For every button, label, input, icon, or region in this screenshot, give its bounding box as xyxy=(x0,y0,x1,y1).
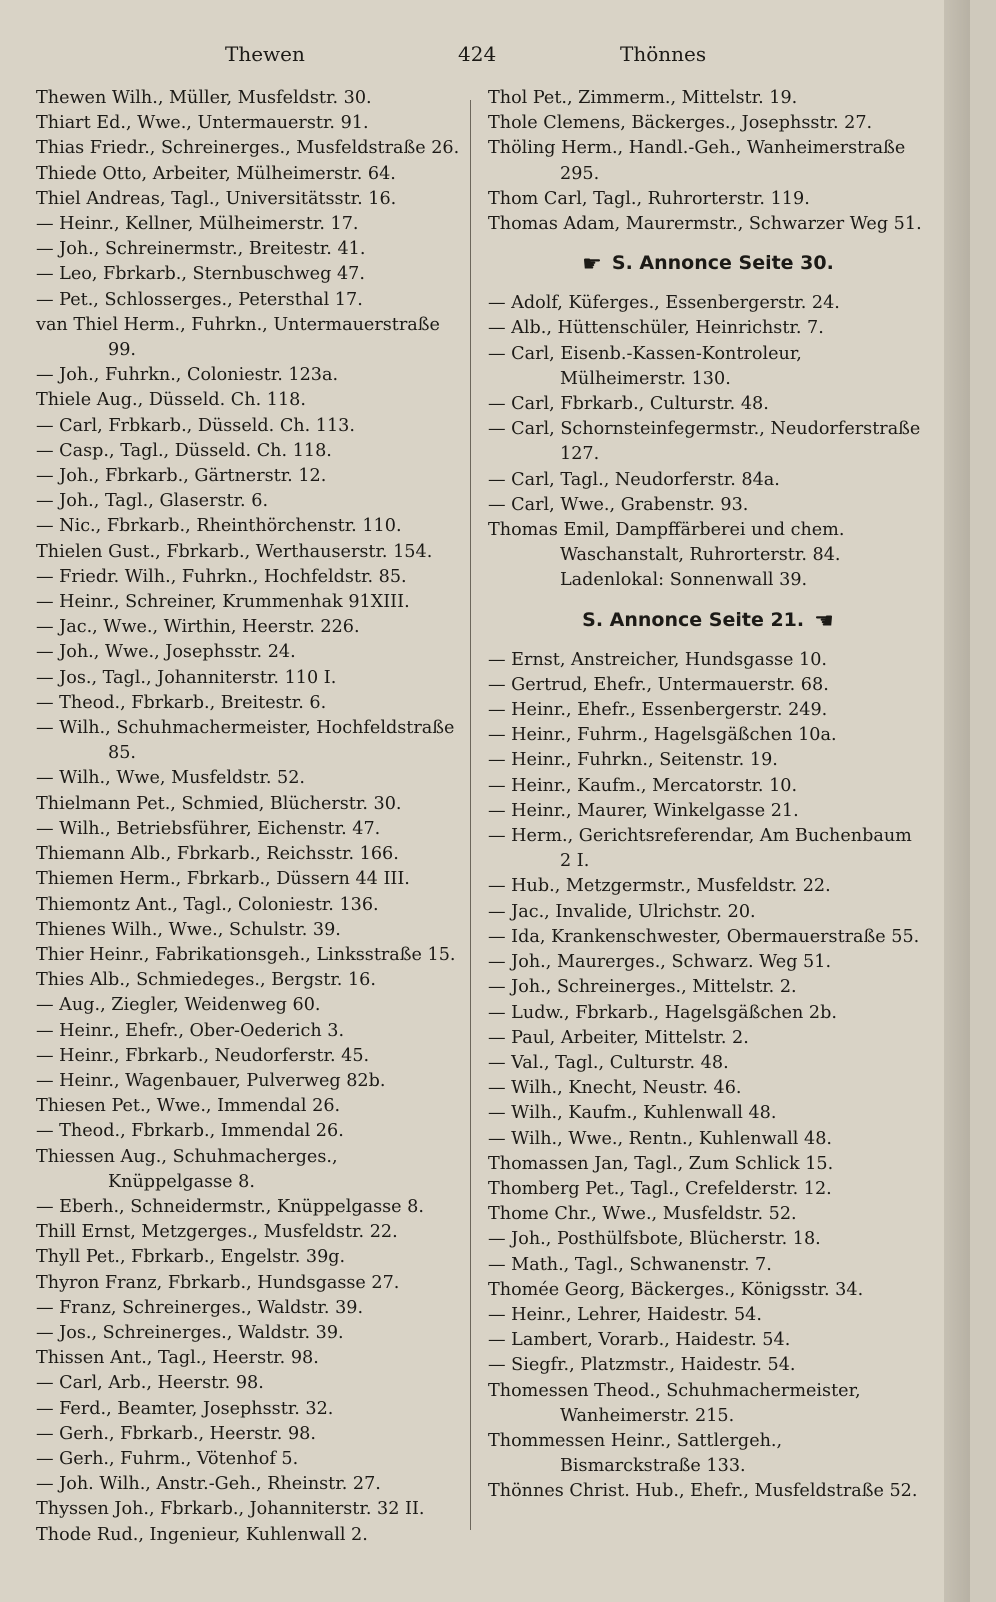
right-column-group-a xyxy=(488,86,928,237)
directory-entry: — Heinr., Fuhrkn., Seitenstr. 19. xyxy=(488,750,778,771)
directory-entry: — Carl, Fbrkarb., Culturstr. 48. xyxy=(488,394,769,415)
directory-entry: — Heinr., Kellner, Mülheimerstr. 17. xyxy=(36,214,359,235)
directory-entry: — Joh. Wilh., Anstr.-Geh., Rheinstr. 27. xyxy=(36,1474,381,1495)
directory-entry: Thomas Emil, Dampffärberei und chem. Waschanstalt, Ruhrorterstr. 84. Ladenlokal: Sonnenwall 39. xyxy=(488,520,845,591)
right-column-group-c xyxy=(488,648,928,1505)
directory-entry: — Heinr., Fbrkarb., Neudorferstr. 45. xyxy=(36,1045,370,1066)
directory-entry: Thole Clemens, Bäckerges., Josephsstr. 27. xyxy=(488,113,873,134)
directory-entry: Thias Friedr., Schreinerges., Musfeldstraße 26. xyxy=(36,138,460,159)
directory-entry: — Ida, Krankenschwester, Obermauerstraße 55. xyxy=(488,926,920,947)
directory-entry: Thomberg Pet., Tagl., Crefelderstr. 12. xyxy=(488,1178,832,1199)
directory-entry: — Friedr. Wilh., Fuhrkn., Hochfeldstr. 85. xyxy=(36,566,407,587)
directory-entry: Thier Heinr., Fabrikationsgeh., Linksstraße 15. xyxy=(36,944,456,965)
annonce-notice-2 xyxy=(488,608,928,634)
right-column xyxy=(488,86,928,1505)
directory-entry: — Math., Tagl., Schwanenstr. 7. xyxy=(488,1254,772,1275)
directory-entry: — Paul, Arbeiter, Mittelstr. 2. xyxy=(488,1027,749,1048)
directory-entry: — Heinr., Schreiner, Krummenhak 91XIII. xyxy=(36,592,410,613)
directory-entry: Thom Carl, Tagl., Ruhrorterstr. 119. xyxy=(488,188,810,209)
directory-entry: Thielen Gust., Fbrkarb., Werthauserstr. 154. xyxy=(36,541,433,562)
directory-entry: — Lambert, Vorarb., Haidestr. 54. xyxy=(488,1330,791,1351)
directory-entry: — Wilh., Betriebsführer, Eichenstr. 47. xyxy=(36,818,381,839)
header-right-keyword: Thönnes xyxy=(620,42,707,66)
directory-entry: Thomessen Theod., Schuhmachermeister, Wanheimerstr. 215. xyxy=(488,1380,861,1426)
directory-entry: — Carl, Wwe., Grabenstr. 93. xyxy=(488,494,749,515)
directory-entry: — Franz, Schreinerges., Waldstr. 39. xyxy=(36,1297,364,1318)
directory-entry: — Ferd., Beamter, Josephsstr. 32. xyxy=(36,1398,334,1419)
directory-entry: — Eberh., Schneidermstr., Knüppelgasse 8. xyxy=(36,1196,424,1217)
page-header xyxy=(0,34,970,74)
directory-entry: Thyll Pet., Fbrkarb., Engelstr. 39g. xyxy=(36,1247,346,1268)
directory-entry: Thode Rud., Ingenieur, Kuhlenwall 2. xyxy=(36,1524,368,1545)
directory-entry: — Heinr., Maurer, Winkelgasse 21. xyxy=(488,800,799,821)
directory-entry: Thomée Georg, Bäckerges., Königsstr. 34. xyxy=(488,1279,864,1300)
directory-entry: — Heinr., Fuhrm., Hagelsgäßchen 10a. xyxy=(488,725,837,746)
directory-entry: Thiesen Pet., Wwe., Immendal 26. xyxy=(36,1096,341,1117)
directory-entry: Thiele Aug., Düsseld. Ch. 118. xyxy=(36,390,306,411)
directory-entry: Thewen Wilh., Müller, Musfeldstr. 30. xyxy=(36,88,372,108)
annonce-text-2: S. Annonce Seite 21. xyxy=(582,608,805,631)
directory-entry: — Jac., Wwe., Wirthin, Heerstr. 226. xyxy=(36,617,360,638)
directory-entry: — Joh., Fbrkarb., Gärtnerstr. 12. xyxy=(36,466,327,487)
directory-entry: — Carl, Frbkarb., Düsseld. Ch. 113. xyxy=(36,415,355,436)
directory-entry: Thyssen Joh., Fbrkarb., Johanniterstr. 32 II. xyxy=(36,1499,425,1520)
directory-entry: — Leo, Fbrkarb., Sternbuschweg 47. xyxy=(36,264,365,285)
directory-entry: — Joh., Maurerges., Schwarz. Weg 51. xyxy=(488,952,832,973)
directory-entry: Thiede Otto, Arbeiter, Mülheimerstr. 64. xyxy=(36,163,396,184)
directory-entry: — Carl, Arb., Heerstr. 98. xyxy=(36,1373,264,1394)
directory-entry: — Heinr., Ehefr., Essenbergerstr. 249. xyxy=(488,700,828,721)
directory-entry: — Carl, Eisenb.-Kassen-Kontroleur, Mülheimerstr. 130. xyxy=(488,343,802,389)
column-divider xyxy=(470,100,471,1530)
directory-entry: — Heinr., Ehefr., Ober-Oederich 3. xyxy=(36,1020,345,1041)
directory-entry: — Ernst, Anstreicher, Hundsgasse 10. xyxy=(488,649,827,670)
directory-entry: — Pet., Schlosserges., Petersthal 17. xyxy=(36,289,363,310)
left-column xyxy=(36,86,461,1548)
directory-entry: Thiart Ed., Wwe., Untermauerstr. 91. xyxy=(36,113,369,134)
directory-entry: — Joh., Schreinermstr., Breitestr. 41. xyxy=(36,239,366,260)
directory-entry: — Siegfr., Platzmstr., Haidestr. 54. xyxy=(488,1355,796,1376)
directory-entry: — Joh., Fuhrkn., Coloniestr. 123a. xyxy=(36,365,339,386)
directory-entry: — Joh., Schreinerges., Mittelstr. 2. xyxy=(488,977,797,998)
directory-entry: — Jos., Schreinerges., Waldstr. 39. xyxy=(36,1322,344,1343)
directory-entry: — Gerh., Fbrkarb., Heerstr. 98. xyxy=(36,1423,316,1444)
page-number: 424 xyxy=(458,42,497,66)
directory-entry: Thöling Herm., Handl.-Geh., Wanheimerstraße 295. xyxy=(488,138,906,184)
directory-entry: Thielmann Pet., Schmied, Blücherstr. 30. xyxy=(36,793,402,814)
directory-entry: — Gerh., Fuhrm., Vötenhof 5. xyxy=(36,1448,299,1469)
directory-entry: — Theod., Fbrkarb., Immendal 26. xyxy=(36,1121,344,1142)
directory-entry: van Thiel Herm., Fuhrkn., Untermauerstraße 99. xyxy=(36,314,440,361)
directory-entry: — Herm., Gerichtsreferendar, Am Buchenbaum 2 I. xyxy=(488,826,912,872)
directory-entry: — Heinr., Wagenbauer, Pulverweg 82b. xyxy=(36,1070,386,1091)
directory-entry: — Heinr., Lehrer, Haidestr. 54. xyxy=(488,1304,762,1325)
directory-entry: Thol Pet., Zimmerm., Mittelstr. 19. xyxy=(488,88,798,108)
directory-entry: Thiel Andreas, Tagl., Universitätsstr. 16. xyxy=(36,188,397,209)
directory-entry: — Gertrud, Ehefr., Untermauerstr. 68. xyxy=(488,674,829,695)
directory-entry: — Wilh., Knecht, Neustr. 46. xyxy=(488,1078,742,1099)
directory-entry: — Ludw., Fbrkarb., Hagelsgäßchen 2b. xyxy=(488,1002,837,1023)
directory-entry: — Carl, Schornsteinfegermstr., Neudorferstraße 127. xyxy=(488,419,921,465)
directory-entry: Thiessen Aug., Schuhmacherges., Knüppelgasse 8. xyxy=(36,1146,338,1192)
directory-entry: — Wilh., Schuhmachermeister, Hochfeldstraße 85. xyxy=(36,718,455,764)
pointing-hand-left-icon: ☚ xyxy=(814,608,834,634)
directory-entry: — Heinr., Kaufm., Mercatorstr. 10. xyxy=(488,775,798,796)
directory-entry: — Aug., Ziegler, Weidenweg 60. xyxy=(36,995,321,1016)
directory-entry: Thissen Ant., Tagl., Heerstr. 98. xyxy=(36,1348,319,1369)
directory-entry: Thienes Wilh., Wwe., Schulstr. 39. xyxy=(36,919,341,940)
directory-entry: — Joh., Posthülfsbote, Blücherstr. 18. xyxy=(488,1229,821,1250)
directory-entry: Thies Alb., Schmiedeges., Bergstr. 16. xyxy=(36,970,376,991)
directory-entry: — Hub., Metzgermstr., Musfeldstr. 22. xyxy=(488,876,831,897)
right-column-group-b xyxy=(488,291,928,593)
directory-entry: Thiemen Herm., Fbrkarb., Düssern 44 III. xyxy=(36,869,410,890)
directory-entry: Thiemann Alb., Fbrkarb., Reichsstr. 166. xyxy=(36,844,399,865)
directory-entry: — Val., Tagl., Culturstr. 48. xyxy=(488,1052,729,1073)
directory-entry: Thiemontz Ant., Tagl., Coloniestr. 136. xyxy=(36,894,379,915)
header-left-keyword: Thewen xyxy=(225,42,305,66)
directory-entry: — Jac., Invalide, Ulrichstr. 20. xyxy=(488,901,756,922)
directory-entry: — Carl, Tagl., Neudorferstr. 84a. xyxy=(488,469,780,490)
annonce-notice-1 xyxy=(488,251,928,277)
directory-entry: — Wilh., Kaufm., Kuhlenwall 48. xyxy=(488,1103,777,1124)
directory-entry: Thommessen Heinr., Sattlergeh., Bismarckstraße 133. xyxy=(488,1430,783,1477)
directory-entry: — Nic., Fbrkarb., Rheinthörchenstr. 110. xyxy=(36,516,402,537)
annonce-text-1: S. Annonce Seite 30. xyxy=(611,252,834,275)
directory-entry: Thome Chr., Wwe., Musfeldstr. 52. xyxy=(488,1204,797,1225)
directory-entry: — Theod., Fbrkarb., Breitestr. 6. xyxy=(36,692,327,713)
directory-entry: — Wilh., Wwe, Musfeldstr. 52. xyxy=(36,768,305,789)
page-edge xyxy=(944,0,970,1602)
directory-entry: Thönnes Christ. Hub., Ehefr., Musfeldstraße 52. xyxy=(488,1481,918,1502)
directory-entry: — Joh., Tagl., Glaserstr. 6. xyxy=(36,491,269,512)
directory-entry: Thomassen Jan, Tagl., Zum Schlick 15. xyxy=(488,1153,834,1174)
directory-entry: — Alb., Hüttenschüler, Heinrichstr. 7. xyxy=(488,318,824,339)
directory-entry: — Joh., Wwe., Josephsstr. 24. xyxy=(36,642,296,663)
directory-entry: — Jos., Tagl., Johanniterstr. 110 I. xyxy=(36,667,337,688)
directory-entry: — Adolf, Küferges., Essenbergerstr. 24. xyxy=(488,293,840,314)
directory-entry: — Casp., Tagl., Düsseld. Ch. 118. xyxy=(36,440,332,461)
directory-entry: Thill Ernst, Metzgerges., Musfeldstr. 22. xyxy=(36,1222,398,1243)
directory-entry: Thomas Adam, Maurermstr., Schwarzer Weg 51. xyxy=(488,214,922,235)
directory-entry: Thyron Franz, Fbrkarb., Hundsgasse 27. xyxy=(36,1272,400,1293)
directory-entry: — Wilh., Wwe., Rentn., Kuhlenwall 48. xyxy=(488,1128,832,1149)
pointing-hand-right-icon: ☛ xyxy=(582,252,602,278)
